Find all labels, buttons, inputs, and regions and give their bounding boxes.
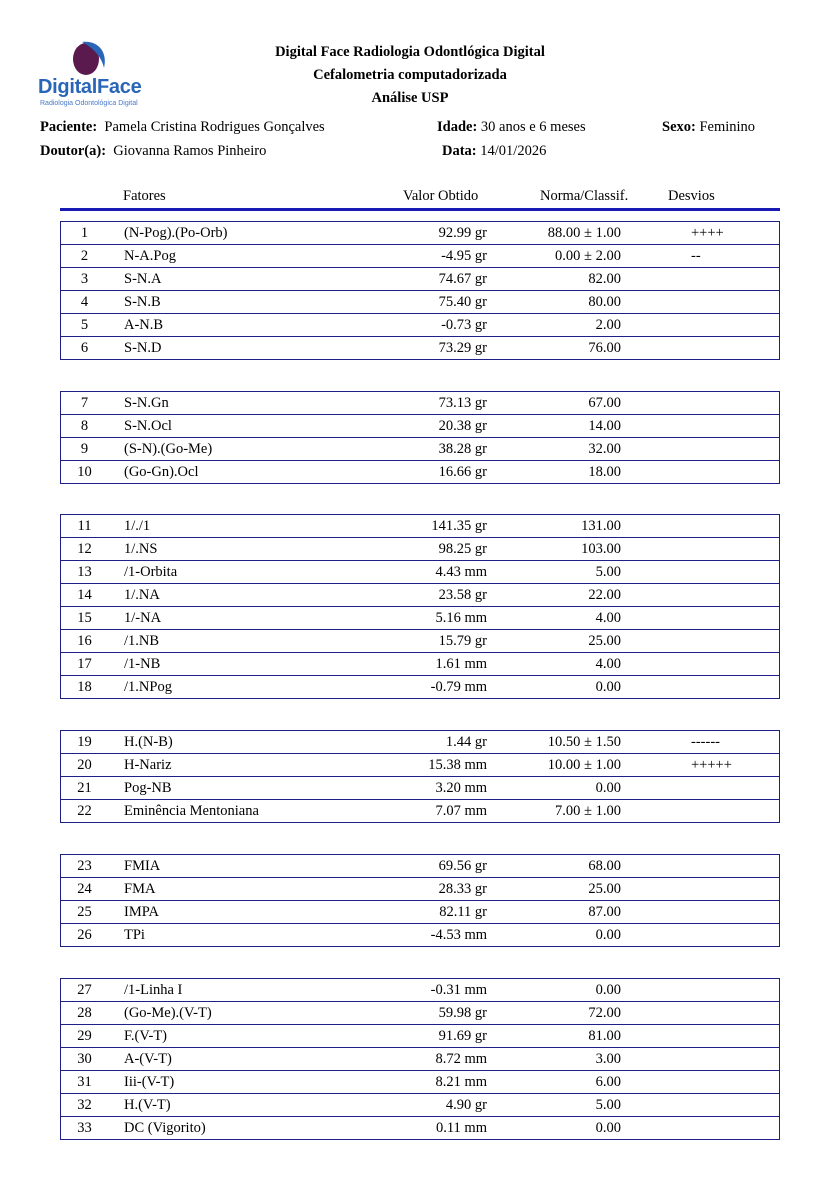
row-norm: 0.00 — [595, 780, 621, 796]
row-norm: 5.00 — [595, 1097, 621, 1113]
row-value: 1.61 mm — [435, 656, 487, 672]
header-line-2: Cefalometria computadorizada — [313, 67, 507, 83]
row-norm: 68.00 — [588, 858, 621, 874]
table-row — [61, 392, 779, 415]
table-row — [61, 1117, 779, 1140]
age-value: 30 anos e 6 meses — [480, 119, 586, 135]
table-row — [61, 607, 779, 630]
logo-mark-icon — [68, 38, 108, 78]
row-value: 4.90 gr — [445, 1097, 487, 1113]
row-factor: /1-NB — [124, 656, 161, 672]
row-factor: /1.NPog — [124, 679, 172, 695]
doctor-name: Giovanna Ramos Pinheiro — [113, 143, 267, 159]
row-factor: F.(V-T) — [124, 1028, 168, 1044]
row-number: 33 — [77, 1120, 92, 1136]
table-row — [61, 1048, 779, 1071]
row-number: 25 — [77, 904, 92, 920]
row-factor: N-A.Pog — [124, 248, 176, 264]
row-norm: 82.00 — [588, 271, 621, 287]
table-row — [61, 538, 779, 561]
table-group — [60, 978, 780, 1140]
row-value: 82.11 gr — [439, 904, 487, 920]
row-number: 8 — [80, 418, 89, 434]
sex-label: Sexo: — [662, 119, 696, 135]
row-number: 11 — [77, 518, 92, 534]
row-norm: 5.00 — [595, 564, 621, 580]
row-value: 4.43 mm — [435, 564, 487, 580]
row-number: 15 — [77, 610, 92, 626]
row-value: 38.28 gr — [438, 441, 487, 457]
row-factor: A-(V-T) — [124, 1051, 172, 1067]
row-norm: 80.00 — [588, 294, 621, 310]
sex-value: Feminino — [699, 119, 756, 135]
header-rule — [60, 208, 780, 211]
row-norm: 0.00 ± 2.00 — [555, 248, 621, 264]
row-value: 3.20 mm — [435, 780, 487, 796]
table-row — [61, 901, 779, 924]
row-norm: 10.00 ± 1.00 — [547, 757, 621, 773]
table-row — [61, 438, 779, 461]
row-value: 1.44 gr — [445, 734, 487, 750]
table-row — [61, 291, 779, 314]
row-number: 14 — [77, 587, 92, 603]
date-value: 14/01/2026 — [480, 143, 547, 159]
row-value: 98.25 gr — [438, 541, 487, 557]
row-number: 24 — [77, 881, 92, 897]
row-value: 28.33 gr — [438, 881, 487, 897]
sex-field — [662, 119, 755, 136]
table-row — [61, 268, 779, 291]
row-value: 73.13 gr — [438, 395, 487, 411]
row-factor: A-N.B — [124, 317, 164, 333]
row-number: 23 — [77, 858, 92, 874]
logo-subtitle: Radiologia Odontológica Digital — [40, 100, 138, 107]
logo — [38, 38, 148, 110]
row-norm: 25.00 — [588, 633, 621, 649]
row-norm: 0.00 — [595, 1120, 621, 1136]
row-norm: 87.00 — [588, 904, 621, 920]
row-number: 18 — [77, 679, 92, 695]
row-number: 21 — [77, 780, 92, 796]
row-value: -0.73 gr — [441, 317, 487, 333]
row-number: 5 — [80, 317, 89, 333]
row-number: 31 — [77, 1074, 92, 1090]
row-norm: 10.50 ± 1.50 — [547, 734, 621, 750]
row-factor: /1.NB — [124, 633, 160, 649]
row-value: -4.95 gr — [441, 248, 487, 264]
row-norm: 0.00 — [595, 982, 621, 998]
row-factor: FMA — [124, 881, 156, 897]
row-factor: 1/-NA — [124, 610, 162, 626]
row-factor: (S-N).(Go-Me) — [124, 441, 213, 457]
row-number: 27 — [77, 982, 92, 998]
row-value: -0.31 mm — [430, 982, 487, 998]
row-value: 74.67 gr — [438, 271, 487, 287]
row-norm: 6.00 — [595, 1074, 621, 1090]
row-norm: 14.00 — [588, 418, 621, 434]
row-factor: S-N.Gn — [124, 395, 169, 411]
row-factor: /1-Linha I — [124, 982, 183, 998]
row-number: 19 — [77, 734, 92, 750]
row-factor: TPi — [124, 927, 145, 943]
row-value: 23.58 gr — [438, 587, 487, 603]
row-value: -4.53 mm — [430, 927, 487, 943]
doctor-label: Doutor(a): — [40, 143, 107, 159]
table-row — [61, 1025, 779, 1048]
table-row — [61, 222, 779, 245]
row-value: 5.16 mm — [435, 610, 487, 626]
row-number: 3 — [80, 271, 89, 287]
table-row — [61, 979, 779, 1002]
table-row — [61, 731, 779, 754]
row-norm: 18.00 — [588, 464, 621, 480]
table-row — [61, 800, 779, 823]
row-number: 9 — [80, 441, 89, 457]
table-group — [60, 221, 780, 360]
row-number: 7 — [80, 395, 89, 411]
row-norm: 7.00 ± 1.00 — [555, 803, 621, 819]
row-norm: 3.00 — [595, 1051, 621, 1067]
table-row — [61, 515, 779, 538]
row-number: 22 — [77, 803, 92, 819]
row-norm: 88.00 ± 1.00 — [547, 225, 621, 241]
row-value: 8.72 mm — [435, 1051, 487, 1067]
row-factor: S-N.A — [124, 271, 162, 287]
table-row — [61, 561, 779, 584]
header-line-1: Digital Face Radiologia Odontlógica Digital — [275, 44, 545, 60]
row-value: -0.79 mm — [430, 679, 487, 695]
logo-text: DigitalFace — [38, 76, 142, 98]
row-factor: (Go-Me).(V-T) — [124, 1005, 212, 1021]
row-number: 17 — [77, 656, 92, 672]
patient-label: Paciente: — [40, 119, 98, 135]
row-number: 1 — [80, 225, 89, 241]
row-factor: FMIA — [124, 858, 161, 874]
row-factor: IMPA — [124, 904, 159, 920]
row-norm: 22.00 — [588, 587, 621, 603]
row-deviation: ------ — [691, 734, 720, 750]
table-row — [61, 777, 779, 800]
row-value: 20.38 gr — [438, 418, 487, 434]
row-norm: 4.00 — [595, 656, 621, 672]
row-value: 75.40 gr — [438, 294, 487, 310]
row-factor: (Go-Gn).Ocl — [124, 464, 199, 480]
row-number: 26 — [77, 927, 92, 943]
row-value: 0.11 mm — [435, 1120, 487, 1136]
patient-name: Pamela Cristina Rodrigues Gonçalves — [104, 119, 325, 135]
table-group — [60, 730, 780, 823]
row-number: 13 — [77, 564, 92, 580]
table-row — [61, 245, 779, 268]
row-norm: 76.00 — [588, 340, 621, 356]
row-number: 16 — [77, 633, 92, 649]
row-value: 7.07 mm — [435, 803, 487, 819]
row-value: 15.79 gr — [438, 633, 487, 649]
row-factor: S-N.D — [124, 340, 162, 356]
date-label: Data: — [442, 143, 477, 159]
row-norm: 4.00 — [595, 610, 621, 626]
row-factor: /1-Orbita — [124, 564, 178, 580]
row-value: 69.56 gr — [438, 858, 487, 874]
table-group — [60, 391, 780, 484]
date-field — [442, 143, 546, 160]
table-row — [61, 653, 779, 676]
row-value: 141.35 gr — [431, 518, 487, 534]
table-row — [61, 584, 779, 607]
row-norm: 67.00 — [588, 395, 621, 411]
row-value: 92.99 gr — [438, 225, 487, 241]
age-label: Idade: — [437, 119, 478, 135]
row-norm: 2.00 — [595, 317, 621, 333]
table-row — [61, 924, 779, 947]
doctor-field — [40, 143, 266, 160]
row-value: 8.21 mm — [435, 1074, 487, 1090]
table-row — [61, 415, 779, 438]
row-factor: 1/.NA — [124, 587, 160, 603]
table-row — [61, 630, 779, 653]
header-line-3: Análise USP — [371, 90, 449, 106]
row-number: 6 — [80, 340, 89, 356]
table-row — [61, 1002, 779, 1025]
row-deviation: +++++ — [691, 757, 732, 773]
row-value: 16.66 gr — [438, 464, 487, 480]
row-deviation: -- — [691, 248, 701, 264]
row-number: 29 — [77, 1028, 92, 1044]
column-header-valor: Valor Obtido — [403, 188, 479, 204]
report-header — [200, 41, 620, 110]
column-header-desvios: Desvios — [668, 188, 715, 204]
row-value: 15.38 mm — [428, 757, 487, 773]
row-number: 12 — [77, 541, 92, 557]
row-number: 2 — [80, 248, 89, 264]
row-norm: 25.00 — [588, 881, 621, 897]
row-norm: 131.00 — [581, 518, 621, 534]
row-factor: 1/./1 — [124, 518, 151, 534]
age-field — [437, 119, 586, 136]
row-norm: 0.00 — [595, 927, 621, 943]
patient-field — [40, 119, 325, 136]
row-factor: H-Nariz — [124, 757, 172, 773]
table-row — [61, 1094, 779, 1117]
column-header-fatores: Fatores — [123, 188, 166, 204]
row-norm: 32.00 — [588, 441, 621, 457]
row-norm: 0.00 — [595, 679, 621, 695]
row-value: 91.69 gr — [438, 1028, 487, 1044]
table-row — [61, 754, 779, 777]
table-row — [61, 337, 779, 360]
row-number: 4 — [80, 294, 89, 310]
row-value: 73.29 gr — [438, 340, 487, 356]
row-factor: Eminência Mentoniana — [124, 803, 259, 819]
row-number: 20 — [77, 757, 92, 773]
table-row — [61, 878, 779, 901]
table-group — [60, 854, 780, 947]
row-norm: 81.00 — [588, 1028, 621, 1044]
row-number: 28 — [77, 1005, 92, 1021]
row-factor: (N-Pog).(Po-Orb) — [124, 225, 228, 241]
row-number: 10 — [77, 464, 92, 480]
row-number: 32 — [77, 1097, 92, 1113]
row-factor: Iii-(V-T) — [124, 1074, 175, 1090]
row-number: 30 — [77, 1051, 92, 1067]
row-factor: 1/.NS — [124, 541, 158, 557]
table-row — [61, 461, 779, 484]
row-factor: H.(V-T) — [124, 1097, 171, 1113]
row-deviation: ++++ — [691, 225, 724, 241]
row-factor: S-N.B — [124, 294, 161, 310]
row-factor: Pog-NB — [124, 780, 172, 796]
row-factor: H.(N-B) — [124, 734, 173, 750]
row-factor: S-N.Ocl — [124, 418, 172, 434]
row-norm: 103.00 — [581, 541, 621, 557]
table-row — [61, 1071, 779, 1094]
table-row — [61, 314, 779, 337]
table-row — [61, 676, 779, 699]
row-value: 59.98 gr — [438, 1005, 487, 1021]
column-header-norma: Norma/Classif. — [540, 188, 629, 204]
row-norm: 72.00 — [588, 1005, 621, 1021]
row-factor: DC (Vigorito) — [124, 1120, 206, 1136]
table-group — [60, 514, 780, 699]
table-row — [61, 855, 779, 878]
